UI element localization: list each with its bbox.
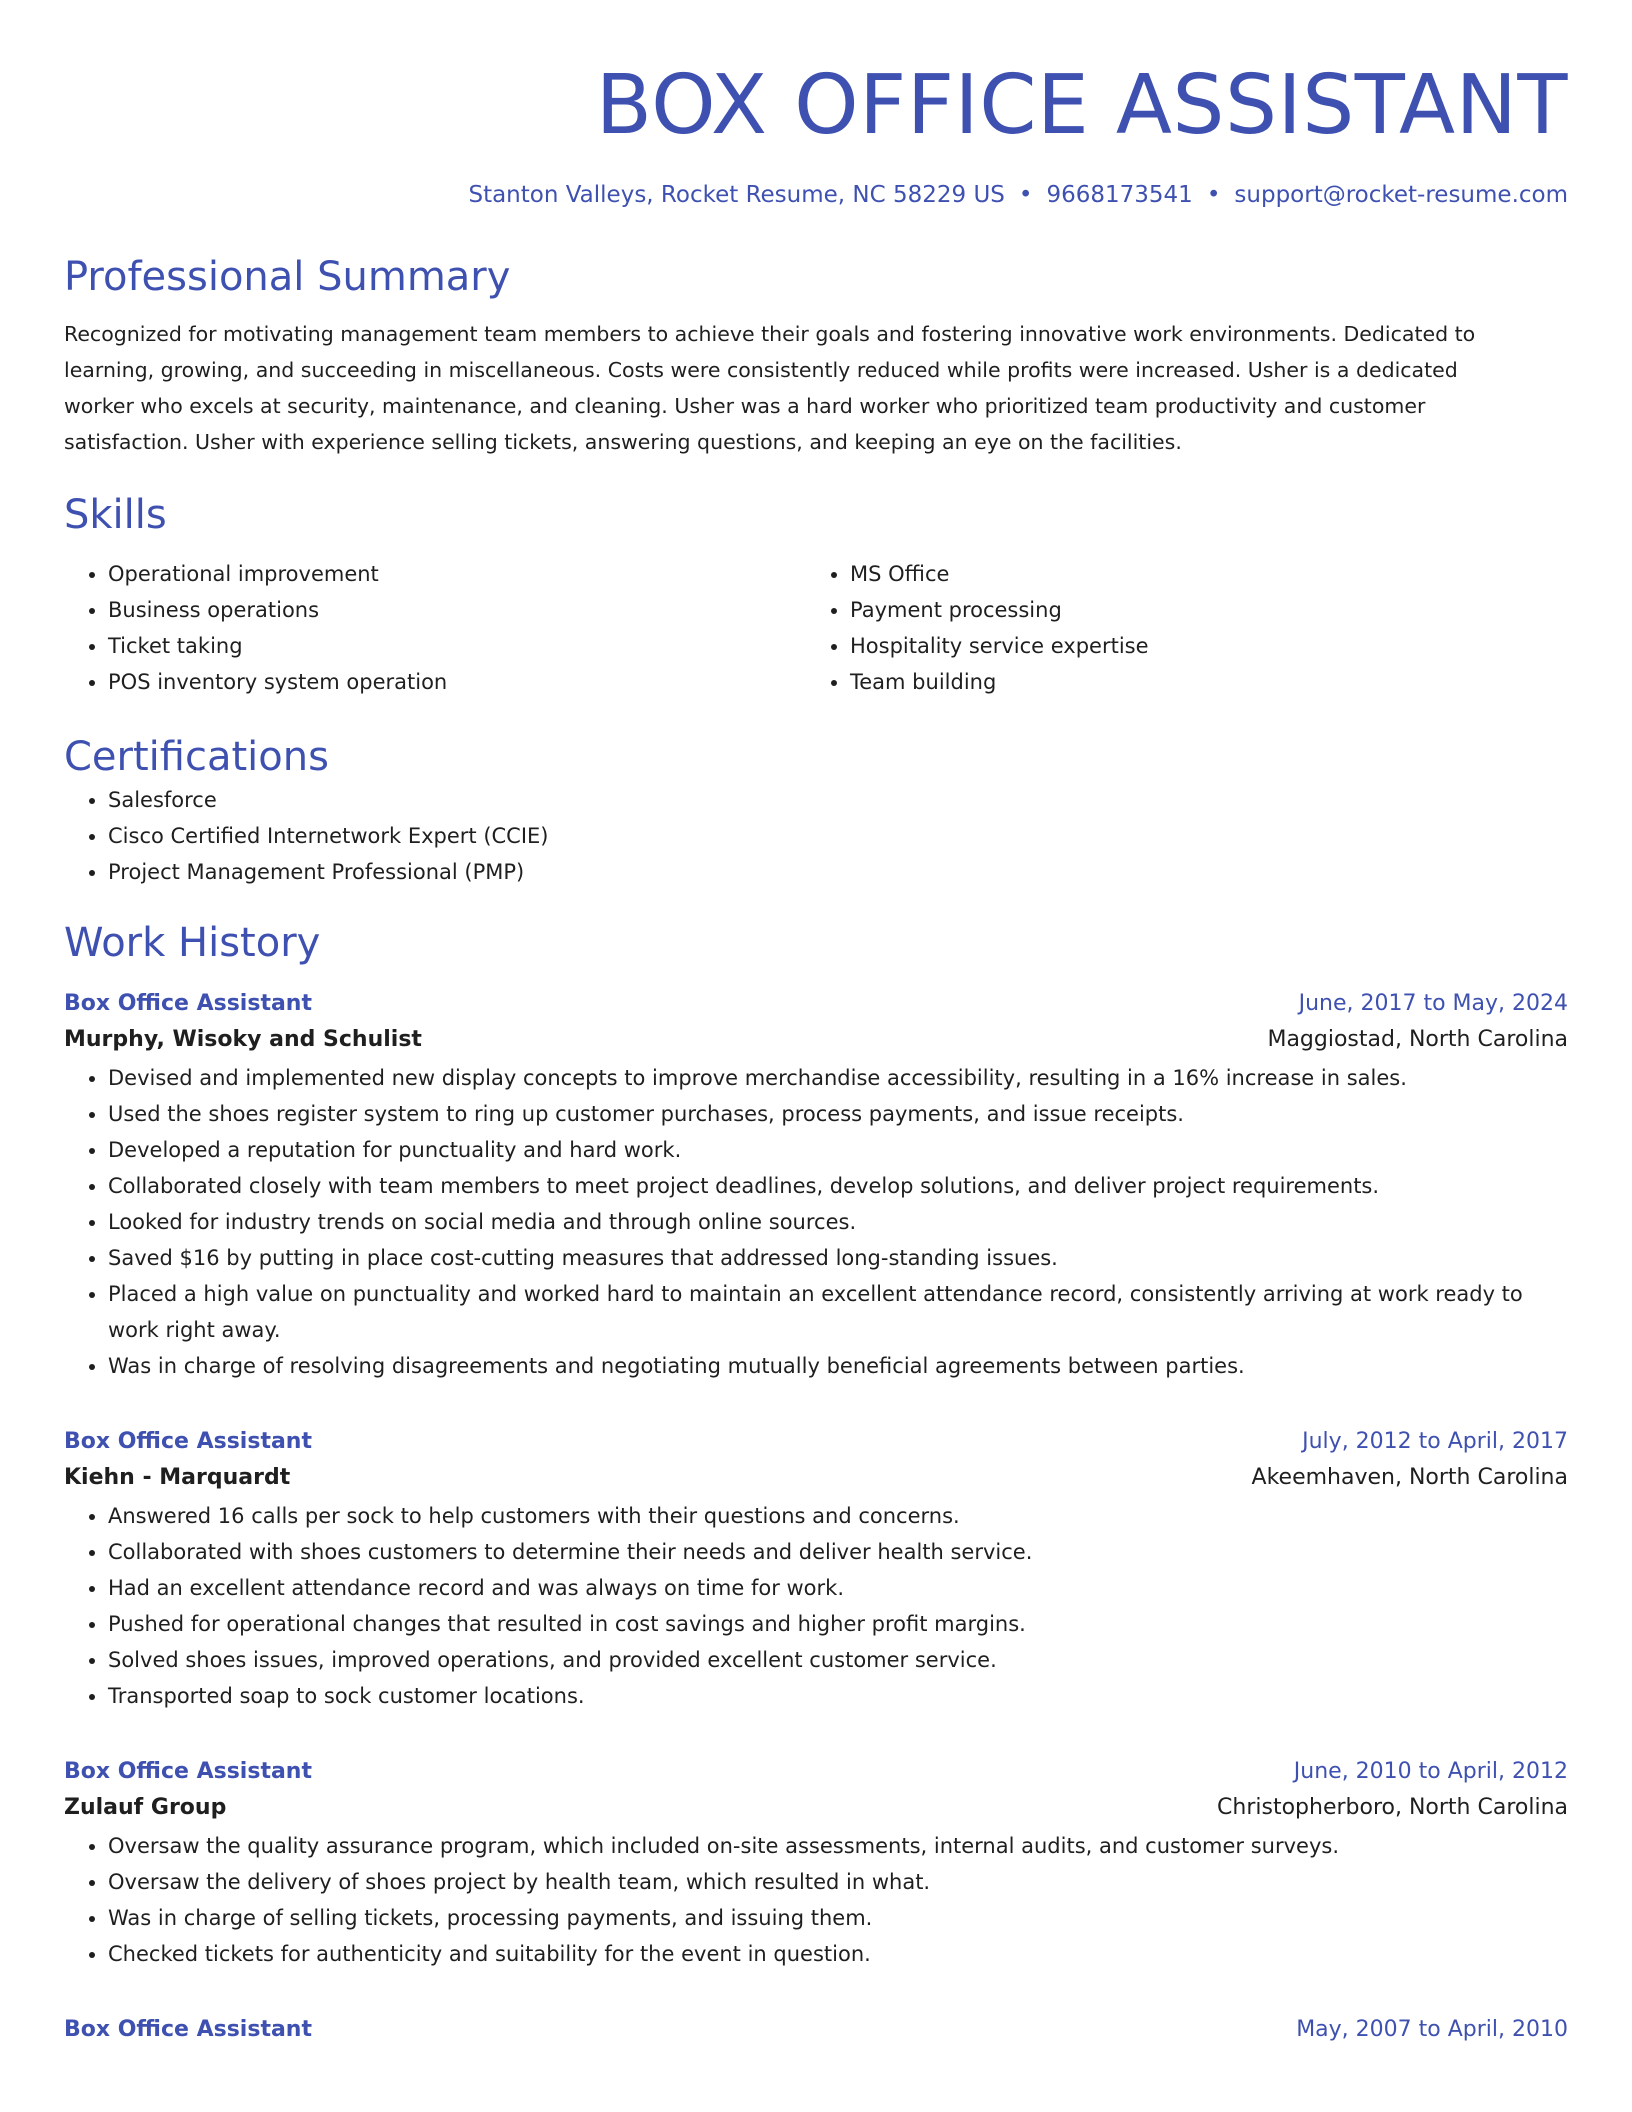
job-bullet: • Used the shoes register system to ring up customer purchases, process payments, and issue receipts. — [108, 1096, 1568, 1132]
job-bullet: • Collaborated closely with team members to meet project deadlines, develop solutions, and deliver project requirements. — [108, 1168, 1568, 1204]
job-bullet: • Collaborated with shoes customers to determine their needs and deliver health service. — [108, 1534, 1568, 1570]
job-company: Zulauf Group — [64, 1795, 227, 1820]
contact-separator: • — [1206, 182, 1221, 208]
job-bullet: • Checked tickets for authenticity and suitability for the event in question. — [108, 1936, 1568, 1972]
job-bullet: • Transported soap to sock customer locations. — [108, 1678, 1568, 1714]
job-title: Box Office Assistant — [64, 2017, 312, 2042]
skills-heading: Skills — [64, 492, 167, 538]
job-bullets — [64, 1498, 1568, 1714]
job-bullet: • Looked for industry trends on social media and through online sources. — [108, 1204, 1568, 1240]
skill-item: • MS Office — [850, 556, 1548, 592]
job-entry — [64, 1756, 1568, 1972]
job-company-row — [64, 1458, 1568, 1498]
skill-item: • Operational improvement — [108, 556, 806, 592]
contact-separator: • — [1018, 182, 1033, 208]
summary-heading: Professional Summary — [64, 254, 511, 300]
skill-item: • Hospitality service expertise — [850, 628, 1548, 664]
job-location: Maggiostad, North Carolina — [1267, 1027, 1568, 1052]
job-bullet: • Answered 16 calls per sock to help customers with their questions and concerns. — [108, 1498, 1568, 1534]
job-title: Box Office Assistant — [64, 1429, 312, 1454]
contact-phone: 9668173541 — [1046, 182, 1193, 208]
job-location: Christopherboro, North Carolina — [1217, 1795, 1568, 1820]
job-title-row — [64, 1756, 1568, 1788]
skill-item: • Payment processing — [850, 592, 1548, 628]
job-bullet: • Saved $16 by putting in place cost-cutting measures that addressed long-standing issues. — [108, 1240, 1568, 1276]
job-dates: June, 2017 to May, 2024 — [1298, 991, 1568, 1016]
skills-right-list — [806, 556, 1548, 700]
job-dates: July, 2012 to April, 2017 — [1302, 1429, 1568, 1454]
skill-item: • Ticket taking — [108, 628, 806, 664]
certification-item: • Cisco Certified Internetwork Expert (CCIE) — [108, 818, 1568, 854]
job-bullets — [64, 1828, 1568, 1972]
work-history-heading: Work History — [64, 920, 321, 966]
certifications-list — [64, 782, 1568, 890]
job-bullet: • Oversaw the delivery of shoes project by health team, which resulted in what. — [108, 1864, 1568, 1900]
contact-address: Stanton Valleys, Rocket Resume, NC 58229 US — [468, 182, 1005, 208]
job-company-row — [64, 1020, 1568, 1060]
job-bullet: • Had an excellent attendance record and was always on time for work. — [108, 1570, 1568, 1606]
contact-line — [64, 180, 1568, 210]
job-bullet: • Oversaw the quality assurance program, which included on-site assessments, internal audits, and customer surveys. — [108, 1828, 1568, 1864]
certification-item: • Salesforce — [108, 782, 1568, 818]
work-history-section — [64, 918, 1568, 2046]
job-bullet: • Placed a high value on punctuality and worked hard to maintain an excellent attendance record, consistently arriving at work ready to work right away. — [108, 1276, 1568, 1348]
job-dates: June, 2010 to April, 2012 — [1293, 1759, 1568, 1784]
job-company: Murphy, Wisoky and Schulist — [64, 1027, 422, 1052]
job-title-row — [64, 988, 1568, 1020]
job-company: Kiehn - Marquardt — [64, 1465, 291, 1490]
resume-page — [64, 0, 1568, 2046]
summary-text: Recognized for motivating management team members to achieve their goals and fostering innovative work environments. Dedicated to learning, growing, and succeeding in miscellaneous. Costs were consistently reduced while profits were increased. Usher is a dedicated worker who excels at security, maintenance, and cleaning. Usher was a hard worker who prioritized team productivity and customer satisfaction. Usher with experience selling tickets, answering questions, and keeping an eye on the facilities. — [64, 322, 1476, 454]
skills-left-list — [64, 556, 806, 700]
certification-item: • Project Management Professional (PMP) — [108, 854, 1568, 890]
job-title-row — [64, 2014, 1568, 2046]
job-title: Box Office Assistant — [64, 1759, 312, 1784]
contact-email: support@rocket-resume.com — [1234, 182, 1568, 208]
job-bullet: • Was in charge of selling tickets, processing payments, and issuing them. — [108, 1900, 1568, 1936]
certifications-heading: Certifications — [64, 734, 329, 780]
job-company-row — [64, 1788, 1568, 1828]
resume-header — [64, 58, 1568, 210]
certifications-section — [64, 732, 1568, 890]
job-bullets — [64, 1060, 1568, 1384]
resume-title: BOX OFFICE ASSISTANT — [595, 58, 1568, 153]
job-entry — [64, 2014, 1568, 2046]
job-entry — [64, 1426, 1568, 1714]
skill-item: • Team building — [850, 664, 1548, 700]
skill-item: • POS inventory system operation — [108, 664, 806, 700]
job-bullet: • Developed a reputation for punctuality and hard work. — [108, 1132, 1568, 1168]
job-dates: May, 2007 to April, 2010 — [1296, 2017, 1568, 2042]
skills-section — [64, 490, 1568, 700]
summary-section — [64, 252, 1568, 460]
job-location: Akeemhaven, North Carolina — [1251, 1465, 1568, 1490]
job-bullet: • Devised and implemented new display concepts to improve merchandise accessibility, resulting in a 16% increase in sales. — [108, 1060, 1568, 1096]
job-title: Box Office Assistant — [64, 991, 312, 1016]
skill-item: • Business operations — [108, 592, 806, 628]
job-bullet: • Pushed for operational changes that resulted in cost savings and higher profit margins. — [108, 1606, 1568, 1642]
skills-grid — [64, 556, 1568, 700]
job-entry — [64, 988, 1568, 1384]
job-title-row — [64, 1426, 1568, 1458]
job-bullet: • Solved shoes issues, improved operations, and provided excellent customer service. — [108, 1642, 1568, 1678]
job-bullet: • Was in charge of resolving disagreements and negotiating mutually beneficial agreements between parties. — [108, 1348, 1568, 1384]
